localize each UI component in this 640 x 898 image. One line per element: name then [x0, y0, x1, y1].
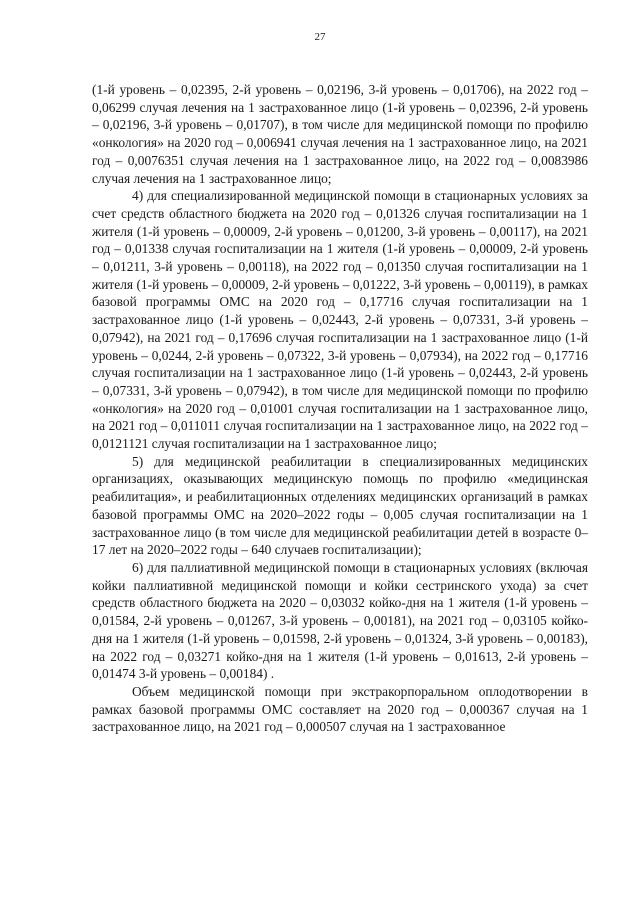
- page-number: 27: [314, 31, 326, 43]
- paragraph-ivf-volume: Объем медицинской помощи при экстракорпоральном оплодотворении в рамках базовой программы ОМС составляет на 2020 год – 0,000367 случая на 1 застрахованное лицо, на 2021 год – 0,000507 случая на 1 застрахованное: [92, 683, 588, 735]
- page-body: [92, 81, 588, 736]
- paragraph-continued-day-hospital: (1-й уровень – 0,02395, 2-й уровень – 0,02196, 3-й уровень – 0,01706), на 2022 год – 0,06299 случая лечения на 1 застрахованное лицо (1-й уровень – 0,02396, 2-й уровень – 0,02196, 3-й уровень – 0,01707), в том числе для медицинской помощи по профилю «онкология» на 2020 год – 0,006941 случая лечения на 1 застрахованное лицо, на 2021 год – 0,0076351 случая лечения на 1 застрахованное лицо, на 2022 год – 0,0083986 случая лечения на 1 застрахованное лицо;: [92, 82, 588, 186]
- paragraph-item-6-palliative: 6) для паллиативной медицинской помощи в стационарных условиях (включая койки паллиативной медицинской помощи и койки сестринского ухода) за счет средств областного бюджета на 2020 – 0,03032 койко-дня на 1 жителя (1-й уровень – 0,01584, 2-й уровень – 0,01267, 3-й уровень – 0,00181), на 2021 год – 0,03105 койко-дня на 1 жителя (1-й уровень – 0,01598, 2-й уровень – 0,01324, 3-й уровень – 0,00183), на 2022 год – 0,03271 койко-дня на 1 жителя (1-й уровень – 0,01613, 2-й уровень – 0,01474 3-й уровень – 0,00184) .: [92, 559, 588, 682]
- paragraph-item-5-rehabilitation: 5) для медицинской реабилитации в специализированных медицинских организациях, оказывающих медицинскую помощь по профилю «медицинская реабилитация», и реабилитационных отделениях медицинских организаций в рамках базовой программы ОМС на 2020–2022 годы – 0,005 случая госпитализации на 1 застрахованное лицо (в том числе для медицинской реабилитации детей в возрасте 0–17 лет на 2020–2022 годы – 640 случаев госпитализации);: [92, 453, 588, 558]
- paragraph-item-4-specialized-inpatient: 4) для специализированной медицинской помощи в стационарных условиях за счет средств областного бюджета на 2020 год – 0,01326 случая госпитализации на 1 жителя (1-й уровень – 0,00009, 2-й уровень – 0,01200, 3-й уровень – 0,00117), на 2021 год – 0,01338 случая госпитализации на 1 жителя (1-й уровень – 0,00009, 2-й уровень – 0,01211, 3-й уровень – 0,00118), на 2022 год – 0,01350 случая госпитализации на 1 жителя (1-й уровень – 0,00009, 2-й уровень – 0,01222, 3-й уровень – 0,00119), в рамках базовой программы ОМС на 2020 год – 0,17716 случая госпитализации на 1 застрахованное лицо (1-й уровень – 0,02443, 2-й уровень – 0,07331, 3-й уровень – 0,07942), на 2021 год – 0,17696 случая госпитализации на 1 застрахованное лицо (1-й уровень – 0,0244, 2-й уровень – 0,07322, 3-й уровень – 0,07934), на 2022 год – 0,17716 случая госпитализации на 1 застрахованное лицо (1-й уровень – 0,02443, 2-й уровень – 0,07331, 3-й уровень – 0,07942), в том числе для медицинской помощи по профилю «онкология» на 2020 год – 0,01001 случая госпитализации на 1 застрахованное лицо, на 2021 год – 0,011011 случая госпитализации на 1 застрахованное лицо, на 2022 год – 0,0121121 случая госпитализации на 1 застрахованное лицо;: [92, 188, 588, 452]
